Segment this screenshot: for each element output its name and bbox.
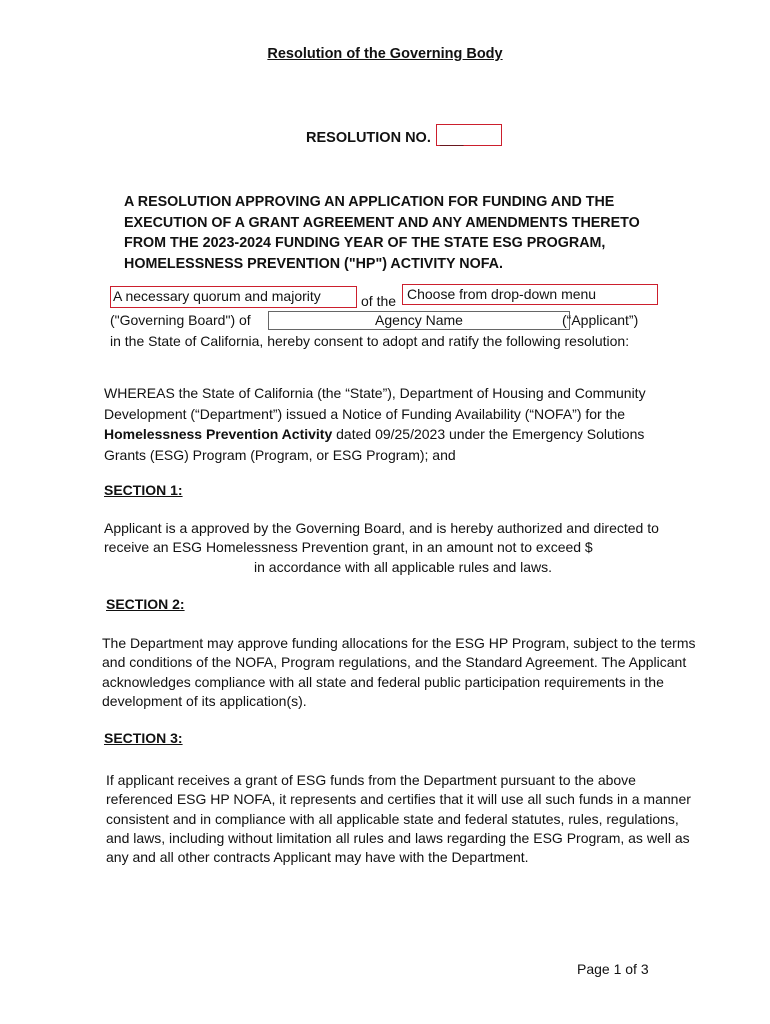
document-title: Resolution of the Governing Body	[267, 46, 503, 62]
section-3-title: SECTION 3:	[104, 730, 183, 746]
of-the-text: of the	[361, 293, 397, 309]
governing-body-dropdown[interactable]: Choose from drop-down menu	[402, 284, 658, 305]
whereas-paragraph	[104, 383, 664, 466]
whereas-text-end: dated 09/25/2023 under the Emergency Solutions Grants (ESG) Program (Program, or ESG Program); and	[104, 426, 645, 464]
section-3-paragraph: If applicant receives a grant of ESG funds from the Department pursuant to the above referenced ESG HP NOFA, it represents and certifies that it will use all such funds in a manner consistent and in compliance with all applicable state and federal statutes, rules, regulations, and laws, including without limitation all rules and laws regarding the ESG Program, as well as any and all other contracts Applicant may have with the Department.	[106, 772, 691, 866]
resolution-number-label: RESOLUTION NO.	[306, 130, 431, 146]
resolution-heading: A RESOLUTION APPROVING AN APPLICATION FOR FUNDING AND THE EXECUTION OF A GRANT AGREEMENT AND ANY AMENDMENTS THERETO FROM THE 2023-2024 FUNDING YEAR OF THE STATE ESG PROGRAM, HOMELESSNESS PREVENTION ("HP") ACTIVITY NOFA.	[124, 194, 640, 272]
page-number: Page 1 of 3	[577, 961, 649, 977]
section-1-title: SECTION 1:	[104, 482, 183, 498]
section-2-title: SECTION 2:	[106, 596, 185, 612]
resolution-number-blank: ___	[440, 131, 464, 147]
whereas-activity-name: Homelessness Prevention Activity	[104, 426, 333, 443]
consent-paragraph: in the State of California, hereby consent to adopt and ratify the following resolution:	[110, 333, 630, 349]
whereas-text-start: WHEREAS the State of California (the “State”), Department of Housing and Community Development (“Department”) issued a Notice of Funding Availability (“NOFA”) for the	[104, 385, 646, 422]
section-1-text-end: in accordance with all applicable rules and laws.	[254, 558, 553, 575]
governing-board-text: ("Governing Board") of	[110, 312, 251, 328]
section-2-paragraph: The Department may approve funding allocations for the ESG HP Program, subject to the terms and conditions of the NOFA, Program regulations, and the Standard Agreement. The Applicant acknowledges compliance with all state and federal public participation requirements in the development of its application(s).	[102, 635, 696, 709]
section-1-text-start: Applicant is a approved by the Governing Board, and is hereby authorized and directed to receive an ESG Homelessness Prevention grant, in an amount not to exceed $	[104, 520, 659, 556]
section-1-paragraph	[104, 519, 664, 577]
quorum-field[interactable]: A necessary quorum and majority	[110, 286, 357, 308]
applicant-text: (“Applicant”)	[562, 312, 639, 328]
agency-name-field[interactable]: Agency Name	[268, 311, 570, 330]
